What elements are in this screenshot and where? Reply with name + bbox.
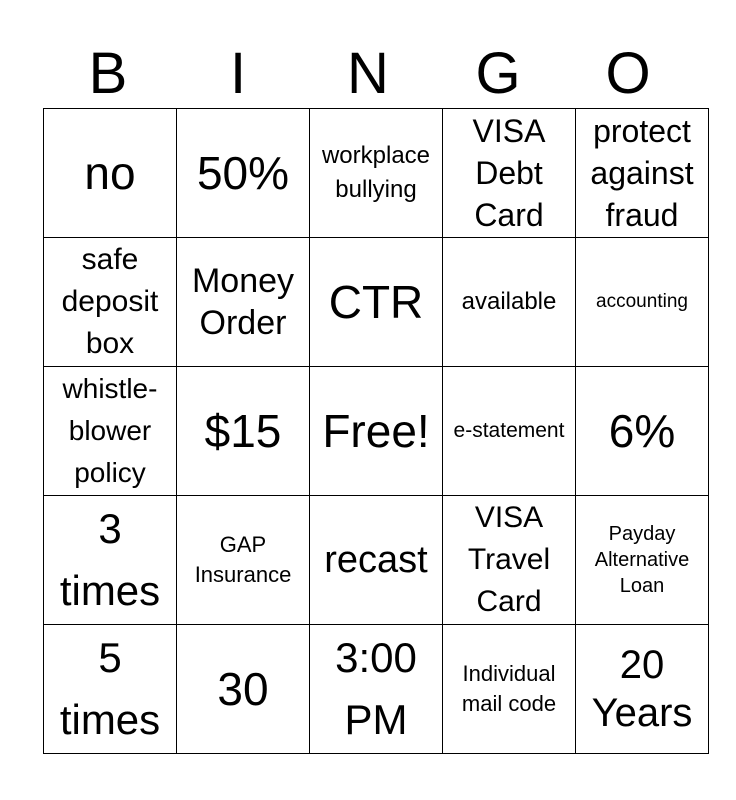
cell-text: Payday Alternative Loan bbox=[594, 523, 690, 597]
card-cell[interactable] bbox=[310, 367, 443, 496]
cell-text: no bbox=[84, 147, 136, 199]
card-cell[interactable] bbox=[177, 367, 310, 496]
cell-text: $15 bbox=[204, 405, 282, 457]
card-cell[interactable] bbox=[44, 367, 177, 496]
cell-text: 50% bbox=[196, 147, 290, 199]
card-cell[interactable] bbox=[576, 238, 709, 367]
card-cell[interactable] bbox=[443, 367, 576, 496]
card-cell[interactable] bbox=[443, 238, 576, 367]
header-letter-b: B bbox=[88, 41, 128, 106]
header-letter-i: I bbox=[229, 41, 247, 106]
cell-text: recast bbox=[324, 539, 428, 581]
cell-text: VISA Debt Card bbox=[472, 113, 546, 233]
cell-text: 20 Years bbox=[591, 643, 693, 735]
card-cell[interactable] bbox=[443, 625, 576, 754]
header-letter-n: N bbox=[347, 41, 389, 106]
card-cell[interactable] bbox=[576, 496, 709, 625]
card-cell[interactable] bbox=[44, 496, 177, 625]
header-letter-o: O bbox=[605, 41, 651, 106]
cell-text: 3:00 PM bbox=[335, 634, 417, 743]
card-cell[interactable] bbox=[177, 109, 310, 238]
cell-text: CTR bbox=[328, 276, 424, 328]
cell-text: 3 times bbox=[59, 505, 161, 614]
cell-text: Free! bbox=[322, 405, 430, 457]
card-row-2 bbox=[44, 238, 709, 367]
cell-text: accounting bbox=[596, 291, 688, 312]
card-cell[interactable] bbox=[177, 625, 310, 754]
card-row-3 bbox=[44, 367, 709, 496]
cell-text: whistle-blower policy bbox=[62, 373, 158, 488]
card-cell[interactable] bbox=[443, 496, 576, 625]
card-cell[interactable] bbox=[177, 496, 310, 625]
bingo-header bbox=[43, 40, 693, 108]
cell-text: 30 bbox=[217, 663, 269, 715]
card-cell[interactable] bbox=[310, 109, 443, 238]
card-cell[interactable] bbox=[576, 109, 709, 238]
cell-text: Individual mail code bbox=[461, 661, 557, 716]
card-cell[interactable] bbox=[44, 625, 177, 754]
bingo-card bbox=[43, 108, 709, 754]
card-cell[interactable] bbox=[310, 496, 443, 625]
cell-text: workplace bullying bbox=[321, 142, 431, 203]
card-cell[interactable] bbox=[443, 109, 576, 238]
header-letter-g: G bbox=[475, 41, 521, 106]
card-row-5 bbox=[44, 625, 709, 754]
card-cell[interactable] bbox=[177, 238, 310, 367]
card-cell[interactable] bbox=[576, 625, 709, 754]
card-cell[interactable] bbox=[44, 238, 177, 367]
card-cell[interactable] bbox=[44, 109, 177, 238]
card-cell[interactable] bbox=[310, 238, 443, 367]
cell-text: available bbox=[461, 288, 557, 315]
cell-text: e-statement bbox=[453, 419, 565, 442]
cell-text: GAP Insurance bbox=[194, 532, 292, 587]
cell-text: safe deposit box bbox=[61, 243, 159, 360]
cell-text: VISA Travel Card bbox=[467, 501, 551, 618]
cell-text: protect against fraud bbox=[590, 113, 694, 233]
card-row-4 bbox=[44, 496, 709, 625]
card-cell[interactable] bbox=[576, 367, 709, 496]
cell-text: 5 times bbox=[59, 634, 161, 743]
cell-text: Money Order bbox=[191, 262, 295, 342]
cell-text: 6% bbox=[608, 405, 676, 457]
card-row-1 bbox=[44, 109, 709, 238]
card-cell[interactable] bbox=[310, 625, 443, 754]
